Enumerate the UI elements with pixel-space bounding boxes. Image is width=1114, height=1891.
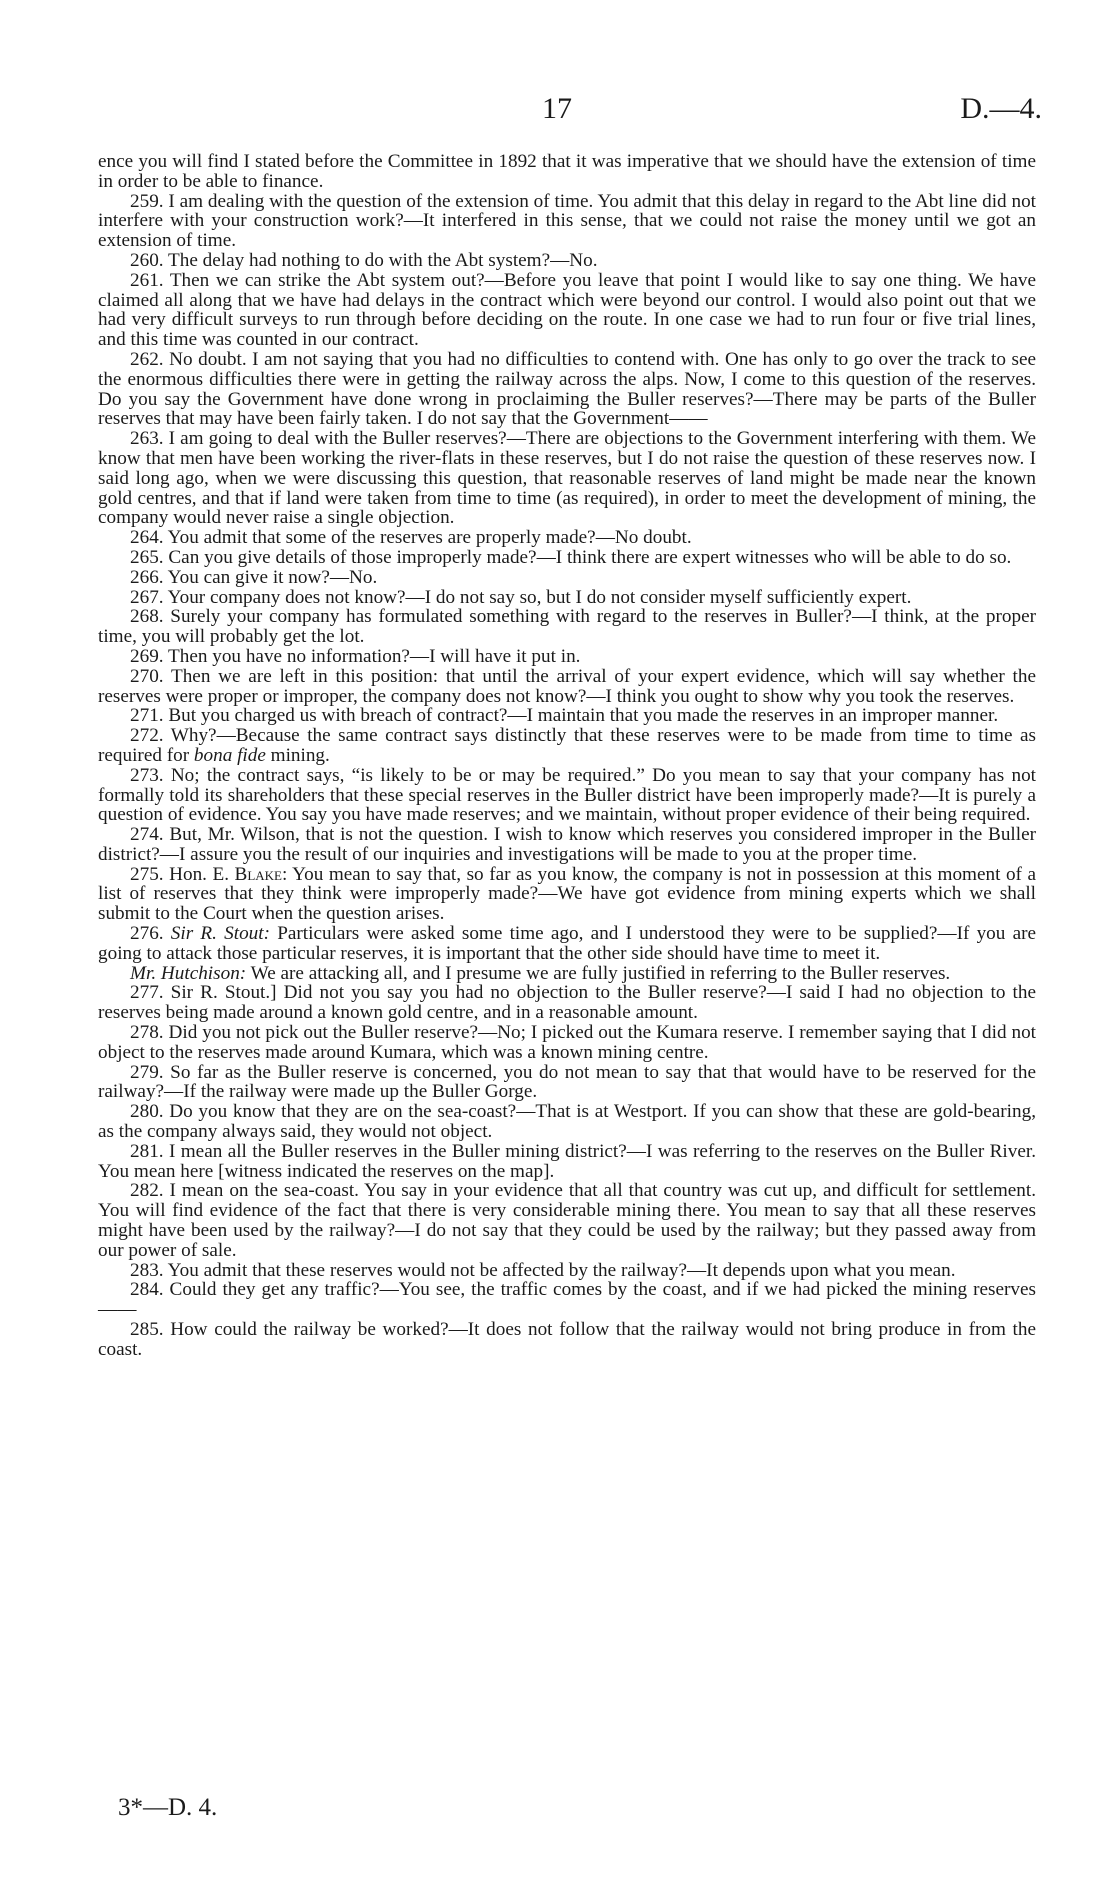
paragraph-283: 283. You admit that these reserves would not be affected by the railway?—It depends upon what you mean. <box>130 1259 956 1281</box>
speaker-blake: Blake <box>234 863 283 885</box>
paragraph-267: 267. Your company does not know?—I do not say so, but I do not consider myself sufficiently expert. <box>130 586 912 608</box>
paragraph-284: 284. Could they get any traffic?—You see, the traffic comes by the coast, and if we had picked the mining reserves—— <box>98 1279 1036 1321</box>
document-reference: D.—4. <box>960 92 1042 125</box>
paragraph-285: 285. How could the railway be worked?—It does not follow that the railway would not bring produce in from the coast. <box>98 1319 1036 1360</box>
bona-fide-italic: bona fide <box>193 744 266 766</box>
paragraph-272-end: mining. <box>265 744 330 766</box>
paragraph-273: 273. No; the contract says, “is likely to be or may be required.” Do you mean to say that your company has not formally told its shareholders that these special reserves in the Buller district have been improperly made?—It is purely a question of evidence. You say you have made reserves; and we maintain, without proper evidence of their being required. <box>98 764 1036 826</box>
paragraph-280: 280. Do you know that they are on the sea-coast?—That is at Westport. If you can show that these are gold-bearing, as the company always said, they would not object. <box>98 1101 1036 1143</box>
body-text <box>98 152 1036 1360</box>
paragraph-262: 262. No doubt. I am not saying that you had no difficulties to contend with. One has only to go over the track to see the enormous difficulties there were in getting the railway across the alps. Now, I come to this question of the reserves. Do you say the Government have done wrong in proclaiming the Buller reserves?—There may be parts of the Buller reserves that may have been fairly taken. I do not say that the Government—— <box>98 348 1036 430</box>
paragraph-269: 269. Then you have no information?—I will have it put in. <box>130 645 581 667</box>
paragraph-hutchison-text: We are attacking all, and I presume we are fully justified in referring to the Buller reserves. <box>246 962 951 984</box>
paragraph-265: 265. Can you give details of those improperly made?—I think there are expert witnesses who will be able to do so. <box>130 546 1012 568</box>
paragraph-275-num: 275. Hon. E. <box>130 863 235 885</box>
paragraph-272-text: 272. Why?—Because the same contract says distinctly that these reserves were to be made from time to time as required for <box>98 725 1036 766</box>
paragraph-continued: ence you will find I stated before the Committee in 1892 that it was imperative that we should have the extension of time in order to be able to finance. <box>98 151 1036 192</box>
paragraph-260: 260. The delay had nothing to do with the Abt system?—No. <box>130 249 598 271</box>
paragraph-266: 266. You can give it now?—No. <box>130 566 378 588</box>
paragraph-263: 263. I am going to deal with the Buller reserves?—There are objections to the Government interfering with them. We know that men have been working the river-flats in these reserves, but I do not raise the question of these reserves now. I said long ago, when we were discussing this question, that reasonable reserves of land might be made near the known gold centres, and that if land were taken from time to time (as required), in order to meet the development of mining, the company would never raise a single objection. <box>98 428 1036 529</box>
page-number: 17 <box>542 92 572 125</box>
paragraph-hutchison <box>98 964 1036 984</box>
paragraph-259: 259. I am dealing with the question of the extension of time. You admit that this delay in regard to the Abt line did not interfere with your construction work?—It interfered in this sense, that we could not raise the money until we got an extension of time. <box>98 190 1036 252</box>
paragraph-275-text: : You mean to say that, so far as you know, the company is not in possession at this moment of a list of reserves that they think were improperly made?—We have got evidence from mining experts which we shall submit to the Court when the question arises. <box>98 863 1036 925</box>
paragraph-264: 264. You admit that some of the reserves are properly made?—No doubt. <box>130 527 692 549</box>
paragraph-261: 261. Then we can strike the Abt system out?—Before you leave that point I would like to say one thing. We have claimed all along that we have had delays in the contract which were beyond our control. I would also point out that we had very difficult surveys to run through before deciding on the route. In one case we had to run four or five trial lines, and this time was counted in our contract. <box>98 269 1036 351</box>
paragraph-279: 279. So far as the Buller reserve is concerned, you do not mean to say that that would have to be reserved for the railway?—If the railway were made up the Buller Gorge. <box>98 1061 1036 1103</box>
paragraph-270: 270. Then we are left in this position: that until the arrival of your expert evidence, which will say whether the reserves were proper or improper, the company does not know?—I think you ought to show why you took the reserves. <box>98 665 1036 707</box>
paragraph-275 <box>98 865 1036 924</box>
paragraph-277: 277. Sir R. Stout.] Did not you say you had no objection to the Buller reserve?—I said I had no objection to the reserves being made around a known gold centre, and in a reasonable amount. <box>98 982 1036 1024</box>
paragraph-282: 282. I mean on the sea-coast. You say in your evidence that all that country was cut up, and difficult for settlement. You will find evidence of the fact that there is very considerable mining there. You mean to say that all these reserves might have been used by the railway?—I do not say that they could be used by the railway; but they passed away from our power of sale. <box>98 1180 1036 1261</box>
paragraph-272 <box>98 726 1036 766</box>
speaker-stout: Sir R. Stout: <box>170 923 270 945</box>
paragraph-276 <box>98 924 1036 964</box>
paragraph-276-num: 276. <box>130 923 171 945</box>
paragraph-274: 274. But, Mr. Wilson, that is not the question. I wish to know which reserves you considered improper in the Buller district?—I assure you the result of our inquiries and investigations will be made to you at the proper time. <box>98 824 1036 865</box>
speaker-hutchison: Mr. Hutchison: <box>130 962 247 984</box>
paragraph-278: 278. Did you not pick out the Buller reserve?—No; I picked out the Kumara reserve. I remember saying that I did not object to the reserves made around Kumara, which was a known mining centre. <box>98 1022 1036 1063</box>
paragraph-281: 281. I mean all the Buller reserves in the Buller mining district?—I was referring to the reserves on the Buller River. You mean here [witness indicated the reserves on the map]. <box>98 1140 1036 1182</box>
paragraph-268: 268. Surely your company has formulated something with regard to the reserves in Buller?—I think, at the proper time, you will probably get the lot. <box>98 606 1036 648</box>
paragraph-271: 271. But you charged us with breach of contract?—I maintain that you made the reserves in an improper manner. <box>130 705 999 727</box>
footer-signature: 3*—D. 4. <box>118 1794 218 1821</box>
paragraph-276-text: Particulars were asked some time ago, and I understood they were to be supplied?—If you are going to attack those particular reserves, it is important that the other side should have time to meet it. <box>98 923 1036 964</box>
